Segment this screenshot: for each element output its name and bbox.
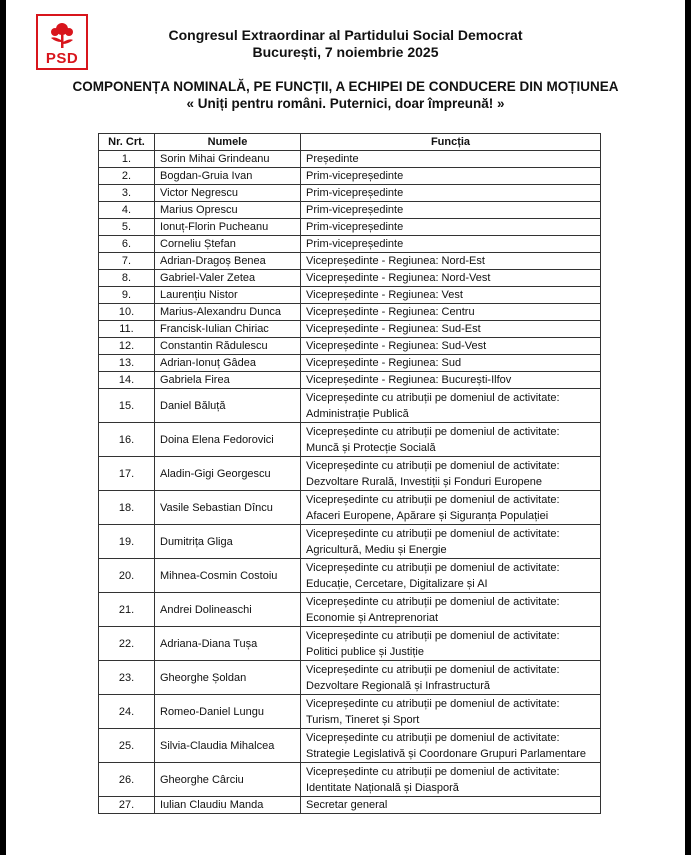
member-function xyxy=(301,185,601,202)
table-row xyxy=(99,763,601,797)
function-line: Vicepreședinte cu atribuții pe domeniul de activitate: xyxy=(306,527,560,540)
table-row xyxy=(99,695,601,729)
member-name: Iulian Claudiu Manda xyxy=(155,797,301,814)
row-number: 10. xyxy=(99,304,155,321)
table-row xyxy=(99,287,601,304)
function-line: Vicepreședinte - Regiunea: Nord-Est xyxy=(306,255,485,267)
function-line: Vicepreședinte - Regiunea: Vest xyxy=(306,289,463,301)
row-number: 15. xyxy=(99,389,155,423)
member-function xyxy=(301,338,601,355)
member-name: Andrei Dolineaschi xyxy=(155,593,301,627)
function-line: Prim-vicepreședinte xyxy=(306,221,404,233)
table-row xyxy=(99,338,601,355)
member-function xyxy=(301,304,601,321)
logo-text: PSD xyxy=(45,50,79,67)
member-function xyxy=(301,202,601,219)
member-function xyxy=(301,525,601,559)
congress-date: București, 7 noiembrie 2025 xyxy=(252,44,439,60)
document-title: COMPONENȚA NOMINALĂ, PE FUNCȚII, A ECHIPEI DE CONDUCERE DIN MOȚIUNEA xyxy=(72,79,619,94)
header-nr: Nr. Crt. xyxy=(99,134,155,151)
function-line: Dezvoltare Rurală, Investiții și Fonduri Europene xyxy=(306,475,543,488)
member-name: Bogdan-Gruia Ivan xyxy=(155,168,301,185)
member-name: Gheorghe Șoldan xyxy=(155,661,301,695)
member-function xyxy=(301,287,601,304)
function-line: Administrație Publică xyxy=(306,407,409,420)
function-line: Vicepreședinte - Regiunea: Centru xyxy=(306,306,475,318)
member-function xyxy=(301,695,601,729)
member-function xyxy=(301,661,601,695)
table-row xyxy=(99,168,601,185)
function-line: Educație, Cercetare, Digitalizare și AI xyxy=(306,577,488,590)
function-line: Prim-vicepreședinte xyxy=(306,170,404,182)
member-name: Dumitrița Gliga xyxy=(155,525,301,559)
member-function xyxy=(301,491,601,525)
member-name: Constantin Rădulescu xyxy=(155,338,301,355)
function-line: Secretar general xyxy=(306,799,388,811)
row-number: 4. xyxy=(99,202,155,219)
table-row xyxy=(99,372,601,389)
table-row xyxy=(99,355,601,372)
table-row xyxy=(99,661,601,695)
table-row xyxy=(99,270,601,287)
member-function xyxy=(301,151,601,168)
motion-subtitle: « Uniți pentru români. Puternici, doar împreună! » xyxy=(186,96,505,111)
table-row xyxy=(99,236,601,253)
member-name: Gheorghe Cârciu xyxy=(155,763,301,797)
table-row xyxy=(99,559,601,593)
member-name: Doina Elena Fedorovici xyxy=(155,423,301,457)
row-number: 9. xyxy=(99,287,155,304)
member-name: Gabriel-Valer Zetea xyxy=(155,270,301,287)
table-row xyxy=(99,202,601,219)
row-number: 16. xyxy=(99,423,155,457)
member-name: Adrian-Dragoș Benea xyxy=(155,253,301,270)
header-name: Numele xyxy=(155,134,301,151)
row-number: 17. xyxy=(99,457,155,491)
table-row xyxy=(99,304,601,321)
function-line: Vicepreședinte cu atribuții pe domeniul de activitate: xyxy=(306,425,560,438)
function-line: Vicepreședinte cu atribuții pe domeniul de activitate: xyxy=(306,493,560,506)
member-function xyxy=(301,389,601,423)
member-name: Marius-Alexandru Dunca xyxy=(155,304,301,321)
member-name: Laurențiu Nistor xyxy=(155,287,301,304)
row-number: 3. xyxy=(99,185,155,202)
function-line: Dezvoltare Regională și Infrastructură xyxy=(306,679,491,692)
function-line: Vicepreședinte cu atribuții pe domeniul de activitate: xyxy=(306,663,560,676)
function-line: Vicepreședinte cu atribuții pe domeniul de activitate: xyxy=(306,731,560,744)
function-line: Prim-vicepreședinte xyxy=(306,204,404,216)
member-name: Victor Negrescu xyxy=(155,185,301,202)
row-number: 7. xyxy=(99,253,155,270)
function-line: Vicepreședinte cu atribuții pe domeniul de activitate: xyxy=(306,629,560,642)
table-row xyxy=(99,321,601,338)
row-number: 2. xyxy=(99,168,155,185)
function-line: Prim-vicepreședinte xyxy=(306,238,404,250)
member-function xyxy=(301,559,601,593)
function-line: Vicepreședinte cu atribuții pe domeniul de activitate: xyxy=(306,391,560,404)
table-row xyxy=(99,185,601,202)
function-line: Președinte xyxy=(306,153,359,165)
member-function xyxy=(301,355,601,372)
table-row xyxy=(99,151,601,168)
member-name: Ionuț-Florin Pucheanu xyxy=(155,219,301,236)
member-function xyxy=(301,797,601,814)
member-function xyxy=(301,763,601,797)
leadership-table xyxy=(98,133,601,814)
function-line: Prim-vicepreședinte xyxy=(306,187,404,199)
row-number: 25. xyxy=(99,729,155,763)
function-line: Vicepreședinte cu atribuții pe domeniul de activitate: xyxy=(306,595,560,608)
table-row xyxy=(99,491,601,525)
table-row xyxy=(99,593,601,627)
table-row xyxy=(99,525,601,559)
table-row xyxy=(99,627,601,661)
member-function xyxy=(301,321,601,338)
row-number: 1. xyxy=(99,151,155,168)
function-line: Vicepreședinte - Regiunea: Sud-Vest xyxy=(306,340,487,352)
function-line: Vicepreședinte cu atribuții pe domeniul de activitate: xyxy=(306,697,560,710)
table-row xyxy=(99,457,601,491)
function-line: Economie și Antreprenoriat xyxy=(306,611,439,624)
row-number: 20. xyxy=(99,559,155,593)
function-line: Identitate Națională și Diasporă xyxy=(306,781,459,794)
member-function xyxy=(301,457,601,491)
document-page xyxy=(6,0,685,855)
member-function xyxy=(301,253,601,270)
function-line: Vicepreședinte - Regiunea: București-Ilfov xyxy=(306,374,512,386)
row-number: 24. xyxy=(99,695,155,729)
member-name: Adrian-Ionuț Gâdea xyxy=(155,355,301,372)
member-name: Sorin Mihai Grindeanu xyxy=(155,151,301,168)
table-row xyxy=(99,423,601,457)
member-function xyxy=(301,372,601,389)
row-number: 23. xyxy=(99,661,155,695)
table-row xyxy=(99,253,601,270)
member-name: Vasile Sebastian Dîncu xyxy=(155,491,301,525)
member-name: Daniel Băluță xyxy=(155,389,301,423)
function-line: Strategie Legislativă și Coordonare Grupuri Parlamentare xyxy=(306,747,587,760)
table-row xyxy=(99,389,601,423)
member-name: Aladin-Gigi Georgescu xyxy=(155,457,301,491)
row-number: 5. xyxy=(99,219,155,236)
member-function xyxy=(301,729,601,763)
row-number: 8. xyxy=(99,270,155,287)
table-header-row xyxy=(99,134,601,151)
function-line: Vicepreședinte - Regiunea: Sud-Est xyxy=(306,323,481,335)
member-name: Adriana-Diana Tușa xyxy=(155,627,301,661)
member-function xyxy=(301,168,601,185)
table-row xyxy=(99,729,601,763)
function-line: Agricultură, Mediu și Energie xyxy=(306,543,447,556)
member-function xyxy=(301,236,601,253)
member-function xyxy=(301,423,601,457)
member-name: Marius Oprescu xyxy=(155,202,301,219)
member-name: Gabriela Firea xyxy=(155,372,301,389)
row-number: 27. xyxy=(99,797,155,814)
header-function: Funcția xyxy=(301,134,601,151)
function-line: Politici publice și Justiție xyxy=(306,645,424,658)
function-line: Vicepreședinte cu atribuții pe domeniul de activitate: xyxy=(306,561,560,574)
function-line: Vicepreședinte cu atribuții pe domeniul de activitate: xyxy=(306,765,560,778)
function-line: Vicepreședinte cu atribuții pe domeniul de activitate: xyxy=(306,459,560,472)
row-number: 26. xyxy=(99,763,155,797)
member-function xyxy=(301,270,601,287)
table-row xyxy=(99,219,601,236)
member-name: Corneliu Ștefan xyxy=(155,236,301,253)
member-function xyxy=(301,593,601,627)
row-number: 11. xyxy=(99,321,155,338)
member-name: Francisk-Iulian Chiriac xyxy=(155,321,301,338)
table-row xyxy=(99,797,601,814)
row-number: 22. xyxy=(99,627,155,661)
row-number: 19. xyxy=(99,525,155,559)
function-line: Turism, Tineret și Sport xyxy=(306,713,420,726)
member-name: Silvia-Claudia Mihalcea xyxy=(155,729,301,763)
member-name: Romeo-Daniel Lungu xyxy=(155,695,301,729)
row-number: 12. xyxy=(99,338,155,355)
member-function xyxy=(301,219,601,236)
row-number: 13. xyxy=(99,355,155,372)
row-number: 18. xyxy=(99,491,155,525)
row-number: 14. xyxy=(99,372,155,389)
function-line: Vicepreședinte - Regiunea: Sud xyxy=(306,357,462,369)
congress-title: Congresul Extraordinar al Partidului Social Democrat xyxy=(168,27,523,43)
member-name: Mihnea-Cosmin Costoiu xyxy=(155,559,301,593)
row-number: 21. xyxy=(99,593,155,627)
function-line: Afaceri Europene, Apărare și Siguranța Populației xyxy=(306,509,549,522)
member-function xyxy=(301,627,601,661)
function-line: Muncă și Protecție Socială xyxy=(306,441,436,454)
row-number: 6. xyxy=(99,236,155,253)
function-line: Vicepreședinte - Regiunea: Nord-Vest xyxy=(306,272,491,284)
